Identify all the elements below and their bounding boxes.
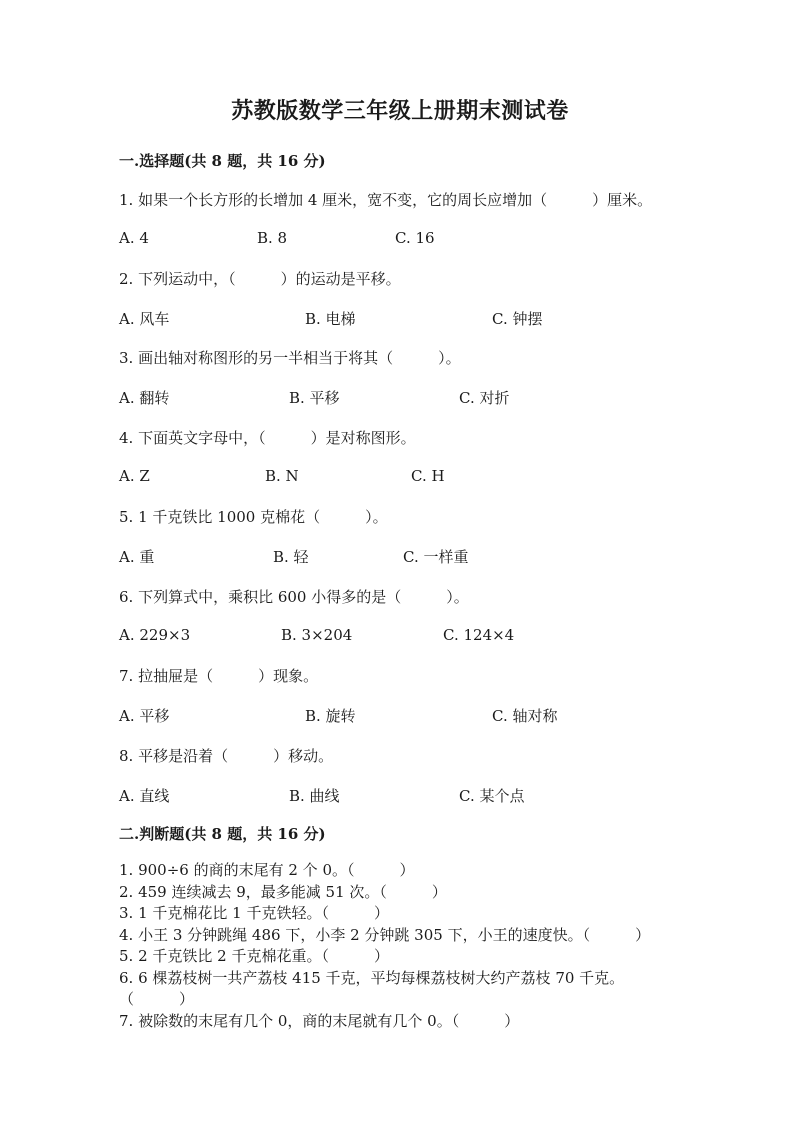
judge-item: 3. 1 千克棉花比 1 千克铁轻。（ ） [119, 904, 389, 922]
section-heading-judge: 二.判断题(共 8 题，共 16 分) [119, 825, 326, 843]
options-row-5 [0, 546, 800, 566]
option-c: C. 对折 [459, 389, 510, 407]
option-b: B. N [265, 467, 299, 485]
question-4: 4. 下面英文字母中，（ ）是对称图形。 [119, 429, 416, 447]
question-5: 5. 1 千克铁比 1000 克棉花（ ）。 [119, 508, 388, 526]
option-b: B. 8 [257, 229, 288, 247]
section-heading-choice: 一.选择题(共 8 题，共 16 分) [119, 152, 326, 170]
options-row-2 [0, 308, 800, 328]
option-c: C. 钟摆 [492, 310, 543, 328]
option-b: B. 3×204 [281, 626, 353, 644]
question-8: 8. 平移是沿着（ ）移动。 [119, 747, 334, 765]
judge-item: 7. 被除数的末尾有几个 0，商的末尾就有几个 0。（ ） [119, 1011, 520, 1030]
option-b: B. 旋转 [305, 707, 356, 725]
option-a: A. 229×3 [119, 626, 191, 644]
question-2: 2. 下列运动中，（ ）的运动是平移。 [119, 270, 401, 288]
question-1: 1. 如果一个长方形的长增加 4 厘米，宽不变，它的周长应增加（ ）厘米。 [119, 191, 653, 209]
option-c: C. 16 [395, 229, 435, 247]
option-a: A. Z [119, 467, 150, 485]
judge-list [119, 860, 679, 1032]
option-c: C. 某个点 [459, 787, 525, 805]
judge-item: 6. 6 棵荔枝树一共产荔枝 415 千克，平均每棵荔枝树大约产荔枝 70 千克。（ ） [119, 968, 625, 1008]
options-row-8 [0, 785, 800, 805]
option-b: B. 曲线 [289, 787, 340, 805]
judge-item: 4. 小王 3 分钟跳绳 486 下，小李 2 分钟跳 305 下，小王的速度快。（ ） [119, 925, 651, 944]
judge-item: 1. 900÷6 的商的末尾有 2 个 0。（ ） [119, 861, 415, 879]
judge-item: 5. 2 千克铁比 2 千克棉花重。（ ） [119, 947, 389, 965]
option-a: A. 4 [119, 229, 149, 247]
question-3: 3. 画出轴对称图形的另一半相当于将其（ ）。 [119, 349, 461, 367]
options-row-1 [0, 229, 800, 249]
option-c: C. 一样重 [403, 548, 469, 566]
page-title: 苏教版数学三年级上册期末测试卷 [231, 98, 569, 124]
options-row-4 [0, 467, 800, 487]
question-7: 7. 拉抽屉是（ ）现象。 [119, 667, 319, 685]
option-b: B. 电梯 [305, 310, 356, 328]
options-row-7 [0, 705, 800, 725]
option-b: B. 平移 [289, 389, 340, 407]
option-a: A. 风车 [119, 310, 170, 328]
option-a: A. 翻转 [119, 389, 170, 407]
option-c: C. 124×4 [443, 626, 515, 644]
option-a: A. 重 [119, 548, 155, 566]
option-c: C. H [411, 467, 445, 485]
judge-item: 2. 459 连续减去 9，最多能减 51 次。（ ） [119, 882, 447, 901]
option-a: A. 直线 [119, 787, 170, 805]
options-row-6 [0, 626, 800, 646]
option-a: A. 平移 [119, 707, 170, 725]
options-row-3 [0, 387, 800, 407]
option-b: B. 轻 [273, 548, 309, 566]
option-c: C. 轴对称 [492, 707, 558, 725]
question-6: 6. 下列算式中，乘积比 600 小得多的是（ ）。 [119, 588, 469, 606]
